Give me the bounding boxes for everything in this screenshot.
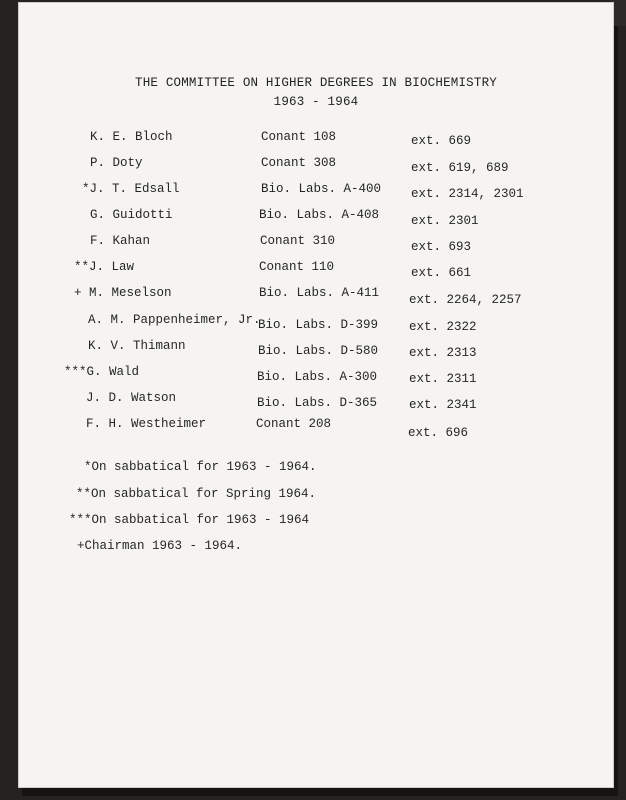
document-title: THE COMMITTEE ON HIGHER DEGREES IN BIOCHEMISTRY [135, 76, 497, 90]
member-name: K. E. Bloch [90, 130, 173, 144]
member-extension: ext. 696 [408, 426, 469, 440]
member-extension: ext. 669 [411, 134, 472, 148]
member-office: Conant 110 [259, 260, 335, 274]
document-page [18, 2, 614, 788]
member-office: Conant 208 [256, 417, 332, 431]
member-name: *J. T. Edsall [82, 182, 180, 196]
table-row [18, 182, 614, 200]
member-extension: ext. 619, 689 [411, 161, 509, 175]
member-extension: ext. 2313 [409, 346, 477, 360]
member-name: + M. Meselson [74, 286, 172, 300]
table-row [18, 313, 614, 334]
table-row [18, 234, 614, 252]
member-name: ***G. Wald [64, 365, 140, 379]
document-years: 1963 - 1964 [273, 95, 359, 109]
footnote-chairman: +Chairman 1963 - 1964. [77, 539, 243, 553]
member-name: K. V. Thimann [88, 339, 186, 353]
member-name: **J. Law [74, 260, 135, 274]
member-extension: ext. 2314, 2301 [411, 187, 524, 201]
table-row [18, 365, 614, 386]
member-extension: ext. 661 [411, 266, 472, 280]
member-office: Bio. Labs. A-300 [257, 370, 378, 384]
member-name: A. M. Pappenheimer, Jr. [88, 313, 261, 327]
member-name: P. Doty [90, 156, 143, 170]
member-extension: ext. 2341 [409, 398, 477, 412]
table-row [18, 130, 614, 148]
table-row [18, 339, 614, 360]
member-office: Bio. Labs. D-365 [257, 396, 378, 410]
member-name: J. D. Watson [86, 391, 177, 405]
table-row [18, 417, 614, 440]
table-row [18, 286, 614, 307]
table-row [18, 260, 614, 278]
table-row [18, 208, 614, 226]
member-office: Conant 310 [260, 234, 336, 248]
member-office: Conant 108 [261, 130, 337, 144]
member-name: G. Guidotti [90, 208, 173, 222]
footnote-sabbatical-3: ***On sabbatical for 1963 - 1964 [69, 513, 310, 527]
table-row [18, 391, 614, 412]
table-row [18, 156, 614, 174]
member-office: Conant 308 [261, 156, 337, 170]
member-office: Bio. Labs. A-408 [259, 208, 380, 222]
member-extension: ext. 2264, 2257 [409, 293, 522, 307]
member-extension: ext. 2301 [411, 214, 479, 228]
member-office: Bio. Labs. A-411 [259, 286, 380, 300]
member-extension: ext. 2311 [409, 372, 477, 386]
footnote-sabbatical-2: **On sabbatical for Spring 1964. [76, 487, 317, 501]
member-extension: ext. 693 [411, 240, 472, 254]
member-office: Bio. Labs. D-580 [258, 344, 379, 358]
footnote-sabbatical-1: *On sabbatical for 1963 - 1964. [84, 460, 317, 474]
member-office: Bio. Labs. D-399 [258, 318, 379, 332]
member-extension: ext. 2322 [409, 320, 477, 334]
member-name: F. Kahan [90, 234, 151, 248]
member-name: F. H. Westheimer [86, 417, 207, 431]
member-office: Bio. Labs. A-400 [261, 182, 382, 196]
